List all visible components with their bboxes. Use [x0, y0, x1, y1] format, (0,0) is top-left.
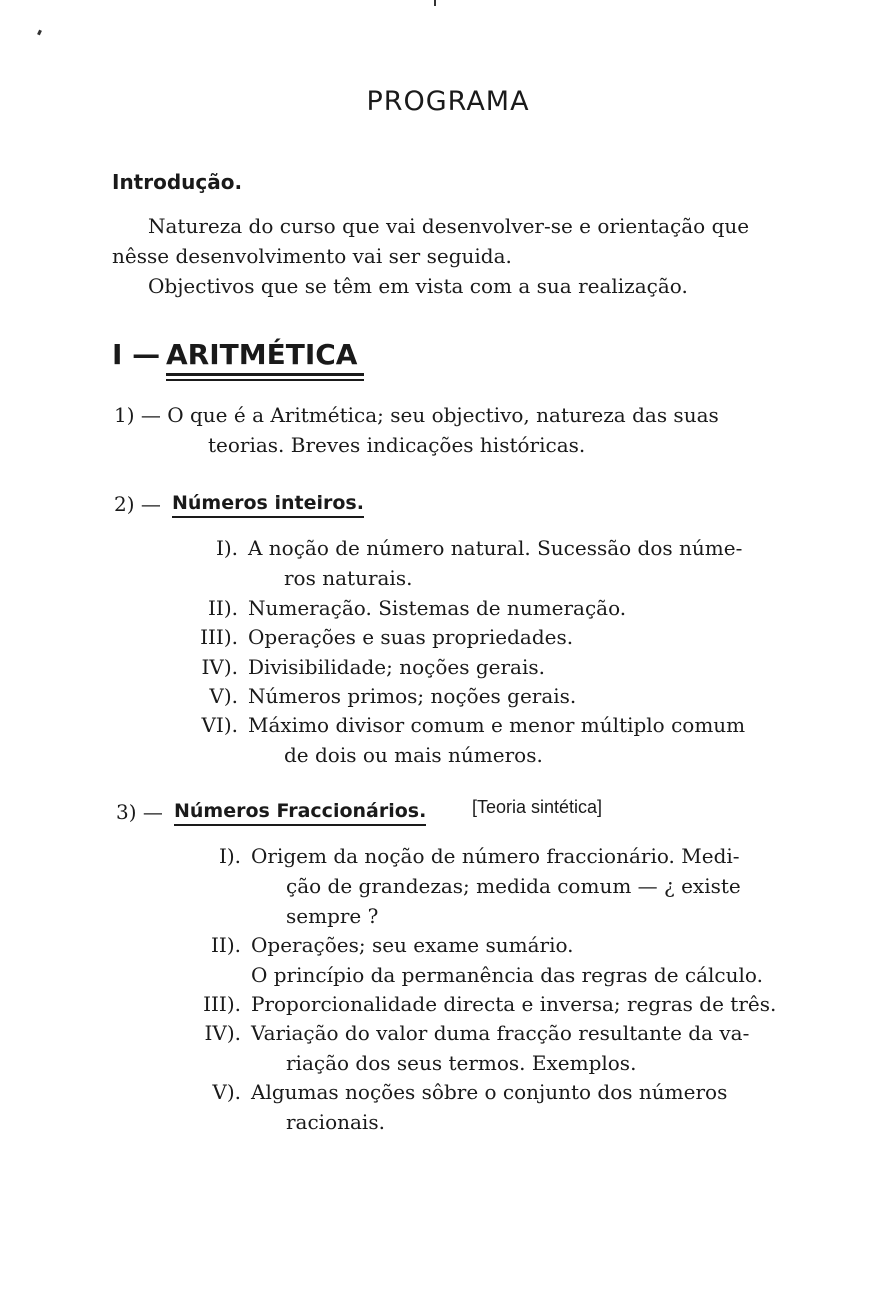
intro-line-3: Objectivos que se têm em vista com a sua realização.	[148, 274, 688, 298]
item-2-sub-numeral: V).	[209, 684, 238, 708]
item-1-line-2: teorias. Breves indicações históricas.	[208, 433, 586, 457]
item-2-sub-numeral: IV).	[201, 655, 238, 679]
item-3-sub-numeral: V).	[212, 1080, 241, 1104]
page-title: PROGRAMA	[366, 86, 530, 117]
item-2-sub-text: Divisibilidade; noções gerais.	[248, 655, 546, 679]
item-3-sub-text: O princípio da permanência das regras de cálculo.	[251, 963, 763, 987]
item-1-line-1: 1) — O que é a Aritmética; seu objectivo, natureza das suas	[114, 403, 719, 427]
item-3-sub-text: Proporcionalidade directa e inversa; regras de três.	[251, 992, 777, 1016]
section-underline-2	[166, 379, 364, 381]
print-speck	[434, 0, 436, 6]
item-3-number: 3) —	[116, 800, 163, 824]
item-3-sub-text: sempre ?	[286, 904, 379, 928]
item-2-sub-numeral: II).	[208, 596, 238, 620]
item-3-sub-text: riação dos seus termos. Exemplos.	[286, 1051, 637, 1075]
item-2-sub-text: ros naturais.	[284, 566, 413, 590]
section-title: ARITMÉTICA	[166, 338, 358, 371]
section-number: I —	[112, 338, 161, 371]
item-2-sub-text: de dois ou mais números.	[284, 743, 543, 767]
item-3-sub-numeral: I).	[218, 844, 241, 868]
section-underline	[166, 373, 364, 376]
item-3-sub-text: Algumas noções sôbre o conjunto dos números	[251, 1080, 728, 1104]
item-2-sub-text: Máximo divisor comum e menor múltiplo comum	[248, 713, 746, 737]
item-2-title: Números inteiros.	[172, 492, 364, 518]
item-3-sub-text: Variação do valor duma fracção resultante da va-	[251, 1021, 750, 1045]
item-3-sub-text: ção de grandezas; medida comum — ¿ existe	[286, 874, 741, 898]
item-3-sub-text: racionais.	[286, 1110, 385, 1134]
item-2-number: 2) —	[114, 492, 161, 516]
item-2-sub-text: Números primos; noções gerais.	[248, 684, 577, 708]
print-speck	[37, 30, 42, 36]
item-3-sub-text: Operações; seu exame sumário.	[251, 933, 574, 957]
item-3-sub-numeral: III).	[203, 992, 241, 1016]
item-3-title: Números Fraccionários.	[174, 800, 426, 826]
item-2-sub-numeral: III).	[200, 625, 238, 649]
intro-heading: Introdução.	[112, 170, 243, 194]
item-2-sub-text: Numeração. Sistemas de numeração.	[248, 596, 627, 620]
item-2-sub-text: Operações e suas propriedades.	[248, 625, 574, 649]
item-3-sub-numeral: IV).	[204, 1021, 241, 1045]
item-3-note: [Teoria sintética]	[472, 797, 603, 817]
intro-line-1: Natureza do curso que vai desenvolver-se e orientação que	[148, 214, 750, 238]
item-3-sub-text: Origem da noção de número fraccionário. Medi-	[251, 844, 740, 868]
item-2-sub-numeral: I).	[215, 536, 238, 560]
item-3-sub-numeral: II).	[211, 933, 241, 957]
item-2-sub-text: A noção de número natural. Sucessão dos núme-	[248, 536, 743, 560]
intro-line-2: nêsse desenvolvimento vai ser seguida.	[112, 244, 512, 268]
item-2-sub-numeral: VI).	[201, 713, 238, 737]
